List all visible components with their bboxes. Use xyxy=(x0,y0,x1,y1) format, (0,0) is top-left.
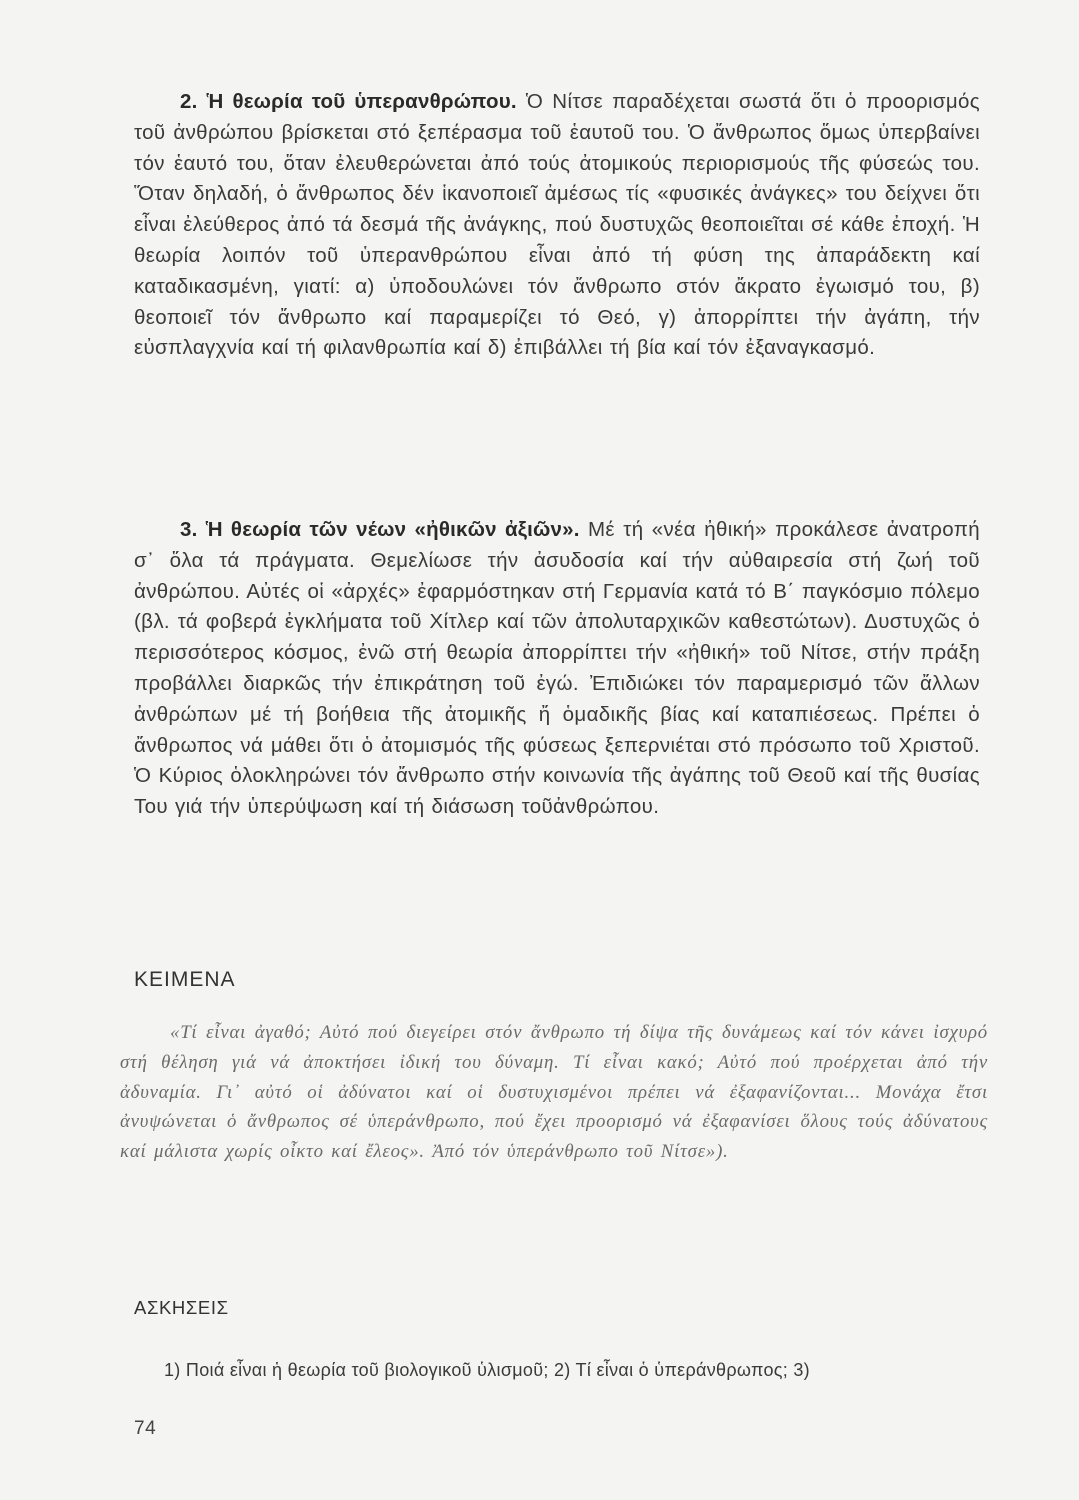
section-2-text: Ὁ Νίτσε παραδέχεται σωστά ὅτι ὁ προορισμός τοῦ ἀνθρώπου βρίσκεται στό ξεπέρασμα τοῦ ἑαυτοῦ του. Ὁ ἄνθρωπος ὅμως ὑπερβαίνει τόν ἑαυτό του, ὅταν ἐλευθερώνεται ἀπό τούς ἀτομικούς περιορισμούς τῆς φύσεώς του. Ὅταν δηλαδή, ὁ ἄνθρωπος δέν ἱκανοποιεῖ ἀμέσως τίς «φυσικές ἀνάγκες» του δείχνει ὅτι εἶναι ἐλεύθερος ἀπό τά δεσμά τῆς ἀνάγκης, πού δυστυχῶς θεοποιεῖται σέ κάθε ἐποχή. Ἡ θεωρία λοιπόν τοῦ ὑπερανθρώπου εἶναι ἀπό τή φύση της ἀπαράδεκτη καί καταδικασμένη, γιατί: α) ὑποδουλώνει τόν ἄνθρωπο στόν ἄκρατο ἐγωισμό του, β) θεοποιεῖ τόν ἄνθρωπο καί παραμερίζει τό Θεό, γ) ἀπορρίπτει τήν ἀγάπη, τήν εὐσπλαγχνία καί τή φιλανθρωπία καί δ) ἐπιβάλλει τή βία καί τόν ἐξαναγκασμό. xyxy=(134,90,980,360)
texts-heading: ΚΕΙΜΕΝΑ xyxy=(134,968,236,991)
section-2-title: 2. Ἡ θεωρία τοῦ ὑπερανθρώπου. xyxy=(180,90,517,113)
section-3-text: Μέ τή «νέα ἠθική» προκάλεσε ἀνατροπή σ᾽ ὅλα τά πράγματα. Θεμελίωσε τήν ἀσυδοσία καί τήν αὐθαιρεσία στή ζωή τοῦ ἀνθρώπου. Αὐτές οἱ «ἀρχές» ἐφαρμόστηκαν στή Γερμανία κατά τό Β΄ παγκόσμιο πόλεμο (βλ. τά φοβερά ἐγκλήματα τοῦ Χίτλερ καί τῶν ἀπολυταρχικῶν καθεστώτων). Δυστυχῶς ὁ περισσότερος κόσμος, ἐνῶ στή θεωρία ἀπορρίπτει τήν «ἠθική» τοῦ Νίτσε, στήν πράξη προβάλλει διαρκῶς τήν ἐπικράτηση τοῦ ἐγώ. Ἐπιδιώκει τόν παραμερισμό τῶν ἄλλων ἀνθρώπων μέ τή βοήθεια τῆς ἀτομικῆς ἤ ὁμαδικῆς βίας καί καταπιέσεως. Πρέπει ὁ ἄνθρωπος νά μάθει ὅτι ὁ ἀτομισμός τῆς φύσεως ξεπερνιέται στό πρόσωπο τοῦ Χριστοῦ. Ὁ Κύριος ὁλοκληρώνει τόν ἄνθρωπο στήν κοινωνία τῆς ἀγάπης τοῦ Θεοῦ καί τῆς θυσίας Του γιά τήν ὑπερύψωση καί τή διάσωση τοῦἀνθρώπου. xyxy=(134,518,980,819)
nietzsche-quote xyxy=(120,1018,988,1167)
section-3-paragraph xyxy=(134,515,980,823)
section-2-paragraph xyxy=(134,87,980,364)
section-3-title: 3. Ἡ θεωρία τῶν νέων «ἠθικῶν ἀξιῶν». xyxy=(180,518,580,541)
page-number: 74 xyxy=(134,1418,157,1439)
exercise-line: 1) Ποιά εἶναι ἡ θεωρία τοῦ βιολογικοῦ ὑλισμοῦ; 2) Τί εἶναι ὁ ὑπεράνθρωπος; 3) xyxy=(164,1360,810,1380)
quote-text: «Τί εἶναι ἀγαθό; Αὐτό πού διεγείρει στόν ἄνθρωπο τή δίψα τῆς δυνάμεως καί τόν κάνει ἰσχυρό στή θέληση γιά νά ἀποκτήσει ἰδική του δύναμη. Τί εἶναι κακό; Αὐτό πού προέρχεται ἀπό τήν ἀδυναμία. Γι᾽ αὐτό οἱ ἀδύνατοι καί οἱ δυστυχισμένοι πρέπει νά ἐξαφανίζονται... Μονάχα ἔτσι ἀνυψώνεται ὁ ἄνθρωπος σέ ὑπεράνθρωπο, πού ἔχει προορισμό νά ἐξαφανίσει ὅλους τούς ἀδύνατους καί μάλιστα χωρίς οἶκτο καί ἔλεος». Ἀπό τόν ὑπεράνθρωπο τοῦ Νίτσε»). xyxy=(120,1022,988,1163)
exercises-heading: ΑΣΚΗΣΕΙΣ xyxy=(134,1297,229,1318)
